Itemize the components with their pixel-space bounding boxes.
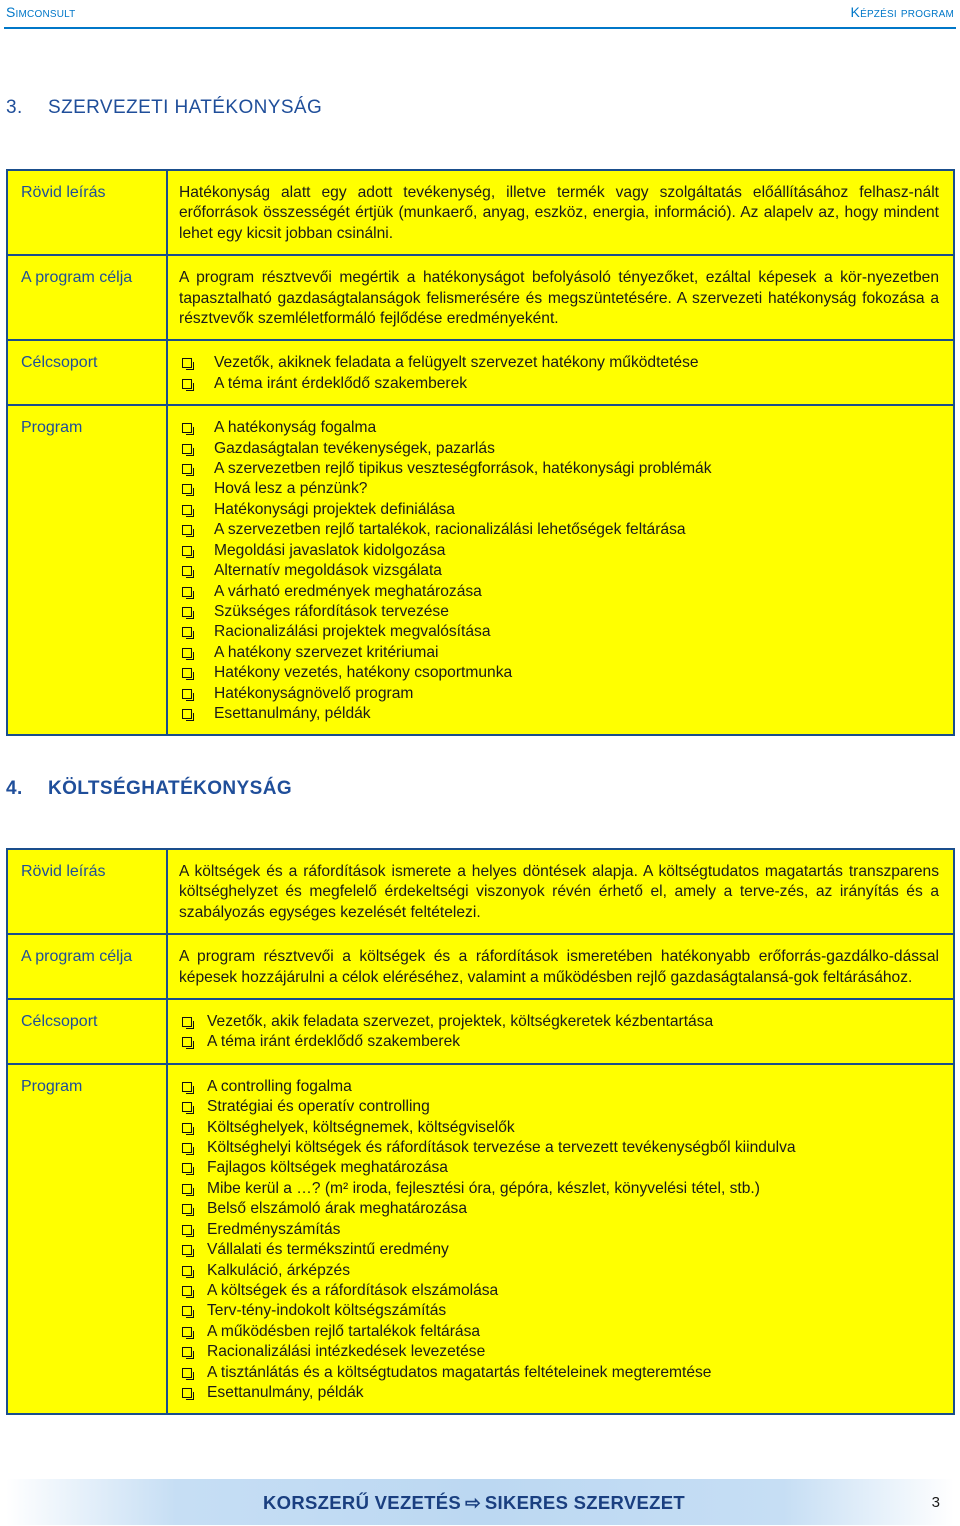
footer-slogan xyxy=(0,1492,948,1514)
list-item-text: Fajlagos költségek meghatározása xyxy=(207,1159,448,1177)
checkbox-bullet-icon xyxy=(182,607,192,617)
list-item xyxy=(179,1363,939,1383)
list-item-text: A controlling fogalma xyxy=(207,1077,352,1095)
checkbox-bullet-icon xyxy=(182,423,192,433)
checkbox-bullet-icon xyxy=(182,1225,192,1235)
arrow-right-icon: ⇨ xyxy=(465,1492,481,1513)
row-rovid-leiras xyxy=(7,849,954,934)
list-item xyxy=(179,704,939,724)
list-item-text: A szervezetben rejlő tipikus veszteségforrások, hatékonysági problémák xyxy=(214,460,712,478)
label-celcsoport: Célcsoport xyxy=(7,999,167,1064)
list-item-text: A hatékony szervezet kritériumai xyxy=(214,643,439,661)
section-3-number: 3. xyxy=(6,97,23,118)
list-item-text: A tisztánlátás és a költségtudatos magatartás feltételeinek megteremtése xyxy=(207,1363,712,1381)
list-item-text: Megoldási javaslatok kidolgozása xyxy=(214,541,446,559)
checkbox-bullet-icon xyxy=(182,566,192,576)
list-item xyxy=(179,439,939,459)
checkbox-bullet-icon xyxy=(182,358,192,368)
list-item-text: Kalkuláció, árképzés xyxy=(207,1261,351,1279)
list-item-text: Belső elszámoló árak meghatározása xyxy=(207,1200,468,1218)
list-item xyxy=(179,459,939,479)
list-item-text: A téma iránt érdeklődő szakemberek xyxy=(214,374,468,392)
list-item-text: Költséghelyek, költségnemek, költségviselők xyxy=(207,1118,515,1136)
checkbox-bullet-icon xyxy=(182,1327,192,1337)
text-program-celja: A program résztvevői megértik a hatékonyságot befolyásoló tényezőket, ezáltal képesek a kör-nyezetben tapasztalható gazdaságtalanságok felismerésére és megszüntetésére. A szervezeti hatékonyság fokozása a résztvevők szemléletformáló fejlődése eredményeként. xyxy=(167,255,954,340)
list-item xyxy=(179,582,939,602)
list-item xyxy=(179,643,939,663)
section-3-title: SZERVEZETI HATÉKONYSÁG xyxy=(48,97,323,118)
text-program-celja: A program résztvevői a költségek és a ráfordítások ismeretében hatékonyabb erőforrás-gazdálko-dással képesek hozzájárulni a célok eléréséhez, valamint a működésben rejlő gazdaságtalansá-gok feltárásához. xyxy=(167,934,954,999)
label-celcsoport: Célcsoport xyxy=(7,340,167,405)
list-item-text: Vezetők, akik feladata szervezet, projektek, költségkeretek kézbentartása xyxy=(207,1013,714,1031)
checkbox-bullet-icon xyxy=(182,1245,192,1255)
checkbox-bullet-icon xyxy=(182,709,192,719)
footer-slogan-right: SIKERES SZERVEZET xyxy=(484,1492,685,1513)
list-item xyxy=(179,1342,939,1362)
list-item xyxy=(179,1032,939,1052)
list-item xyxy=(179,684,939,704)
label-rovid-leiras: Rövid leírás xyxy=(7,849,167,934)
list-item-text: Vezetők, akiknek feladata a felügyelt szervezet hatékony működtetése xyxy=(214,354,699,372)
checkbox-bullet-icon xyxy=(182,1143,192,1153)
checkbox-bullet-icon xyxy=(182,1306,192,1316)
list-item-text: A működésben rejlő tartalékok feltárása xyxy=(207,1322,481,1340)
list-item-text: Vállalati és termékszintű eredmény xyxy=(207,1241,449,1259)
row-celcsoport xyxy=(7,999,954,1064)
checkbox-bullet-icon xyxy=(182,689,192,699)
footer-slogan-left: KORSZERŰ VEZETÉS xyxy=(263,1492,462,1513)
row-program xyxy=(7,405,954,735)
list-item xyxy=(179,1220,939,1240)
list-item xyxy=(179,1199,939,1219)
list-item xyxy=(179,418,939,438)
checkbox-bullet-icon xyxy=(182,668,192,678)
list-item-text: Racionalizálási projektek megvalósítása xyxy=(214,623,491,641)
list-item-text: Eredményszámítás xyxy=(207,1220,341,1238)
section-4-number: 4. xyxy=(6,778,23,799)
row-program-celja xyxy=(7,255,954,340)
label-program: Program xyxy=(7,405,167,735)
list-item-text: Hatékonyságnövelő program xyxy=(214,684,414,702)
list-item-text: A hatékonyság fogalma xyxy=(214,419,377,437)
program-list xyxy=(179,418,939,724)
section-3-table xyxy=(6,169,955,736)
list-item xyxy=(179,622,939,642)
list-item xyxy=(179,1301,939,1321)
header-doc-title: Képzési program xyxy=(850,4,954,20)
checkbox-bullet-icon xyxy=(182,1082,192,1092)
list-item-text: Racionalizálási intézkedések levezetése xyxy=(207,1343,486,1361)
list-item xyxy=(179,1322,939,1342)
celcsoport-list xyxy=(179,1012,939,1053)
list-item-text: A várható eredmények meghatározása xyxy=(214,582,482,600)
checkbox-bullet-icon xyxy=(182,627,192,637)
checkbox-bullet-icon xyxy=(182,1037,192,1047)
list-item xyxy=(179,602,939,622)
list-item-text: Stratégiai és operatív controlling xyxy=(207,1098,430,1116)
list-item-text: Költséghelyi költségek és ráfordítások tervezése a tervezett tevékenységből kiindulva xyxy=(207,1139,796,1157)
checkbox-bullet-icon xyxy=(182,648,192,658)
celcsoport-list xyxy=(179,353,939,394)
list-item xyxy=(179,500,939,520)
checkbox-bullet-icon xyxy=(182,1368,192,1378)
row-program xyxy=(7,1064,954,1415)
checkbox-bullet-icon xyxy=(182,1266,192,1276)
list-item xyxy=(179,1179,939,1199)
checkbox-bullet-icon xyxy=(182,484,192,494)
list-item-text: A téma iránt érdeklődő szakemberek xyxy=(207,1033,461,1051)
checkbox-bullet-icon xyxy=(182,505,192,515)
list-item-text: Alternatív megoldások vizsgálata xyxy=(214,562,442,580)
checkbox-bullet-icon xyxy=(182,1388,192,1398)
checkbox-bullet-icon xyxy=(182,1286,192,1296)
checkbox-bullet-icon xyxy=(182,1123,192,1133)
label-program: Program xyxy=(7,1064,167,1415)
checkbox-bullet-icon xyxy=(182,546,192,556)
text-rovid-leiras: Hatékonyság alatt egy adott tevékenység, illetve termék vagy szolgáltatás előállításához felhasz-nált erőforrások összességét értjük (munkaerő, anyag, eszköz, energia, információ). Az alapelv az, hogy mindent lehet egy kicsit jobban csinálni. xyxy=(167,170,954,255)
list-item xyxy=(179,1138,939,1158)
section-3-heading xyxy=(6,97,322,119)
label-rovid-leiras: Rövid leírás xyxy=(7,170,167,255)
list-item-text: Terv-tény-indokolt költségszámítás xyxy=(207,1302,447,1320)
header-rule xyxy=(4,27,956,29)
text-rovid-leiras: A költségek és a ráfordítások ismerete a helyes döntések alapja. A költségtudatos magatartás transzparens költséghelyzet és megfelelő érdekeltségi viszonyok révén érhető el, amely a terve-zés, az irányítás és a szabályozás egységes kezelését feltételezi. xyxy=(167,849,954,934)
list-item xyxy=(179,1097,939,1117)
checkbox-bullet-icon xyxy=(182,444,192,454)
list-item xyxy=(179,1012,939,1032)
checkbox-bullet-icon xyxy=(182,525,192,535)
list-item-text: A költségek és a ráfordítások elszámolása xyxy=(207,1281,499,1299)
list-item-text: A szervezetben rejlő tartalékok, racionalizálási lehetőségek feltárása xyxy=(214,521,686,539)
checkbox-bullet-icon xyxy=(182,1184,192,1194)
list-item xyxy=(179,1281,939,1301)
list-item xyxy=(179,663,939,683)
list-item xyxy=(179,479,939,499)
list-item-text: Esettanulmány, példák xyxy=(207,1383,364,1401)
list-item xyxy=(179,374,939,394)
list-item xyxy=(179,520,939,540)
checkbox-bullet-icon xyxy=(182,464,192,474)
list-item xyxy=(179,1118,939,1138)
list-item xyxy=(179,353,939,373)
list-item xyxy=(179,561,939,581)
checkbox-bullet-icon xyxy=(182,1102,192,1112)
list-item-text: Hatékony vezetés, hatékony csoportmunka xyxy=(214,664,513,682)
section-4-title: KÖLTSÉGHATÉKONYSÁG xyxy=(48,778,293,799)
list-item-text: Hatékonysági projektek definiálása xyxy=(214,500,455,518)
row-celcsoport xyxy=(7,340,954,405)
section-4-heading xyxy=(6,778,292,800)
checkbox-bullet-icon xyxy=(182,587,192,597)
list-item xyxy=(179,1383,939,1403)
list-item-text: Hová lesz a pénzünk? xyxy=(214,480,368,498)
list-item-text: Szükséges ráfordítások tervezése xyxy=(214,602,449,620)
label-program-celja: A program célja xyxy=(7,255,167,340)
list-item xyxy=(179,1240,939,1260)
list-item-text: Gazdaságtalan tevékenységek, pazarlás xyxy=(214,439,495,457)
label-program-celja: A program célja xyxy=(7,934,167,999)
checkbox-bullet-icon xyxy=(182,1204,192,1214)
checkbox-bullet-icon xyxy=(182,1347,192,1357)
checkbox-bullet-icon xyxy=(182,379,192,389)
program-list xyxy=(179,1077,939,1404)
list-item-text: Esettanulmány, példák xyxy=(214,704,371,722)
list-item-text: Mibe kerül a …? (m² iroda, fejlesztési óra, gépóra, készlet, könyvelési tétel, stb.) xyxy=(207,1179,760,1197)
row-program-celja xyxy=(7,934,954,999)
list-item xyxy=(179,1158,939,1178)
page-number: 3 xyxy=(931,1494,940,1511)
list-item xyxy=(179,1261,939,1281)
checkbox-bullet-icon xyxy=(182,1017,192,1027)
row-rovid-leiras xyxy=(7,170,954,255)
section-4-table xyxy=(6,848,955,1415)
header-company: Simconsult xyxy=(6,4,76,20)
list-item xyxy=(179,541,939,561)
list-item xyxy=(179,1077,939,1097)
checkbox-bullet-icon xyxy=(182,1163,192,1173)
